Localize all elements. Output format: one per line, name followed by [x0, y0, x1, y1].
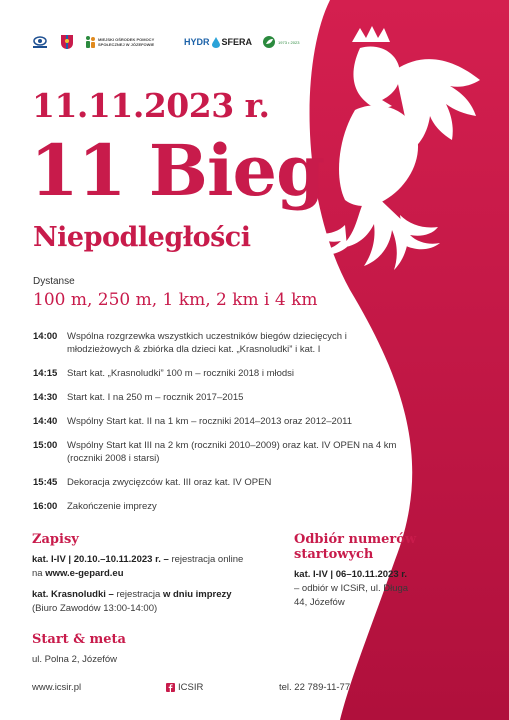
- schedule-text: Start kat. „Krasnoludki” 100 m – roczniki 2018 i młodsi: [67, 368, 295, 379]
- odbior-line1: kat. I-IV | 06–10.11.2023 r.: [294, 569, 408, 580]
- footer-facebook-label: ICSIR: [178, 682, 204, 693]
- schedule-row: [33, 500, 413, 513]
- odbior-line3: 44, Józefów: [294, 597, 345, 608]
- zapisy-line1-bold: kat. I-IV | 20.10.–10.11.2023 r. –: [32, 554, 169, 565]
- distances-values: 100 m, 250 m, 1 km, 2 km i 4 km: [33, 290, 318, 310]
- schedule-row: [33, 330, 413, 356]
- footer-phone[interactable]: tel. 22 789-11-77: [279, 682, 351, 693]
- zapisy-line2: [32, 567, 272, 581]
- leaf-badge-icon: [262, 35, 276, 49]
- registration-link[interactable]: www.e-gepard.eu: [45, 568, 124, 579]
- footer-website[interactable]: www.icsir.pl: [32, 682, 82, 693]
- schedule-time: 14:40: [33, 416, 58, 427]
- schedule-time: 15:45: [33, 477, 58, 488]
- odbior-line2: – odbiór w ICSiR, ul. Długa: [294, 583, 409, 594]
- schedule-time: 14:00: [33, 331, 58, 342]
- odbior-title-line1: Odbiór numerów: [294, 532, 417, 547]
- sponsor-logos: [30, 34, 330, 50]
- zapisy-line3: [32, 588, 272, 602]
- schedule-text: Zakończenie imprezy: [67, 501, 157, 512]
- schedule-time: 14:15: [33, 368, 58, 379]
- schedule-row: [33, 391, 413, 404]
- zapisy-line1-rest: rejestracja online: [168, 554, 244, 565]
- distances-label: Dystanse: [33, 276, 75, 287]
- city-logo-icon: [30, 35, 50, 49]
- schedule-time: 16:00: [33, 501, 58, 512]
- event-title-line2: Niepodległości: [33, 222, 251, 253]
- facebook-icon: [166, 683, 175, 692]
- event-title-line1: 11 Bieg: [30, 129, 325, 212]
- schedule-text: Dekoracja zwycięzców kat. III oraz kat. IV OPEN: [67, 477, 272, 488]
- schedule-text: Wspólna rozgrzewka wszystkich uczestników biegów dziecięcych i młodzieżowych & zbiórka dla dzieci kat. „Krasnoludki” i kat. I: [67, 331, 347, 355]
- schedule-row: [33, 439, 413, 465]
- eco-logo-text: 1973 • 2023: [278, 39, 300, 45]
- schedule-row: [33, 367, 413, 380]
- zapisy-line3-rest: rejestracja: [113, 589, 163, 600]
- start-title: Start & meta: [32, 632, 126, 647]
- schedule-text: Wspólny Start kat. II na 1 km – roczniki 2014–2013 oraz 2012–2011: [67, 416, 352, 427]
- odbior-title-line2: startowych: [294, 547, 374, 562]
- schedule-text: Wspólny Start kat III na 2 km (roczniki 2010–2009) oraz kat. IV OPEN na 4 km (roczniki 2008 i starsi): [67, 440, 397, 464]
- water-drop-icon: [212, 37, 220, 48]
- schedule: [33, 330, 413, 513]
- start-address: ul. Polna 2, Józefów: [32, 654, 118, 665]
- mops-logo: [84, 35, 166, 49]
- start-section: [32, 632, 272, 667]
- zapisy-line3-bold2: w dniu imprezy: [162, 589, 232, 600]
- people-icon: [84, 35, 96, 49]
- coat-of-arms-icon: [60, 34, 74, 50]
- hydrosfera-text-b: SFERA: [221, 37, 253, 47]
- zapisy-title: Zapisy: [32, 532, 79, 547]
- odbior-section: [294, 532, 444, 610]
- hydrosfera-logo: [184, 37, 252, 48]
- schedule-row: [33, 476, 413, 489]
- zapisy-line3-bold: kat. Krasnoludki –: [32, 589, 114, 600]
- schedule-row: [33, 415, 413, 428]
- footer-facebook[interactable]: [166, 682, 203, 693]
- zapisy-section: [32, 532, 272, 616]
- schedule-time: 15:00: [33, 440, 58, 451]
- mops-logo-text: MIEJSKI OŚRODEK POMOCY SPOŁECZNEJ W JÓZEFOWIE: [98, 37, 155, 47]
- schedule-time: 14:30: [33, 392, 58, 403]
- hydrosfera-text-a: HYDR: [184, 37, 210, 47]
- zapisy-line2-pre: na: [32, 568, 46, 579]
- schedule-text: Start kat. I na 250 m – rocznik 2017–2015: [67, 392, 244, 403]
- zapisy-line4: (Biuro Zawodów 13:00-14:00): [32, 603, 158, 614]
- zapisy-line1: [32, 553, 272, 567]
- event-date: 11.11.2023 r.: [32, 86, 270, 125]
- eco-logo: [262, 35, 330, 49]
